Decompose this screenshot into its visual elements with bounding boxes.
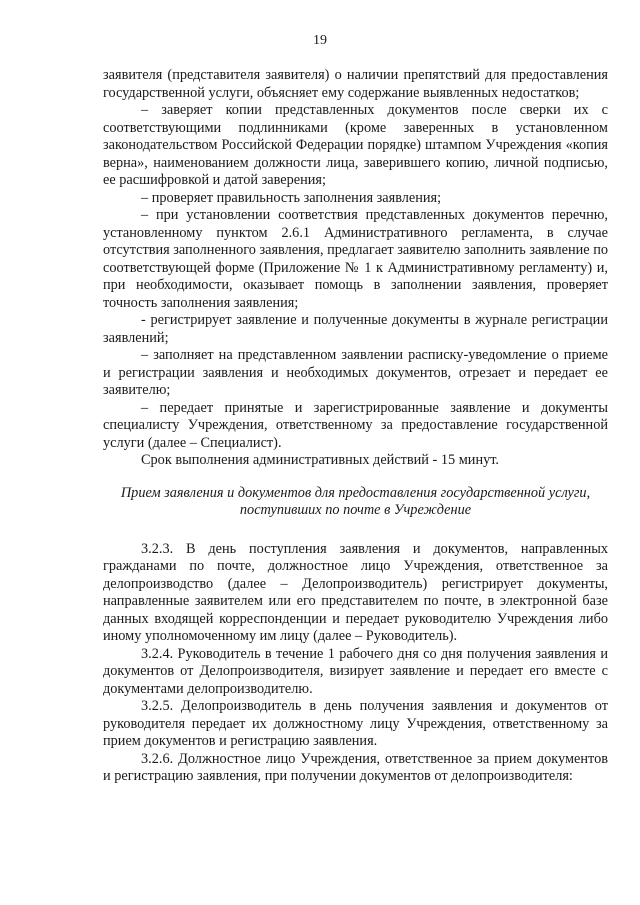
- section-3-2-3: 3.2.3. В день поступления заявления и документов, направленных гражданами по почте, должностное лицо Учреждения, ответственное за делопроизводство (далее – Делопроизводитель) регистрирует документы, направленные заявителем или его представителем по почте, в электронной базе данных входящей корреспонденции и передает руководителю Учреждения либо иному уполномоченному им лицу (далее – Руководитель).: [103, 540, 608, 644]
- page-number: 19: [313, 33, 327, 48]
- paragraph-receipt-notice: – заполняет на представленном заявлении расписку-уведомление о приеме и регистрации заявления и необходимых документов, отрезает и передает ее заявителю;: [103, 347, 608, 398]
- section-3-2-4: 3.2.4. Руководитель в течение 1 рабочего дня со дня получения заявления и документов от Делопроизводителя, визирует заявление и передает его вместе с документами делопроизводителю.: [103, 645, 608, 697]
- paragraph-continuation: заявителя (представителя заявителя) о наличии препятствий для предоставления государственной услуги, объясняет ему содержание выявленных недостатков;: [103, 67, 608, 101]
- paragraph-check-filling: – проверяет правильность заполнения заявления;: [141, 189, 442, 206]
- section-3-2-5: 3.2.5. Делопроизводитель в день получения заявления и документов от руководителя передает их должностному лицу Учреждения, ответственному за прием документов и регистрацию заявления.: [103, 698, 608, 749]
- paragraph-check-compliance: – при установлении соответствия представленных документов перечню, установленному пунктом 2.6.1 Административного регламента, в случае отсутствия заполненного заявления, предлагает заявителю заполнить заявление по соответствующей форме (Приложение № 1 к Административному регламенту) и, при необходимости, оказывает помощь в заполнении заявления, проверяет точность заполнения заявления;: [103, 207, 608, 311]
- paragraph-register: - регистрирует заявление и полученные документы в журнале регистрации заявлений;: [103, 312, 608, 346]
- paragraph-deadline: Срок выполнения административных действий - 15 минут.: [141, 452, 499, 468]
- paragraph-transfer: – передает принятые и зарегистрированные заявление и документы специалисту Учреждения, ответственному за предоставление государственной услуги (далее – Специалист).: [103, 399, 608, 451]
- section-heading: Прием заявления и документов для предоставления государственной услуги, поступивших по почте в Учреждение: [120, 484, 591, 518]
- paragraph-certify-copies: – заверяет копии представленных документов после сверки их с соответствующими подлинниками (кроме заверенных в установленном законодательством Российской Федерации порядке) штампом Учреждения «копия верна», наименованием должности лица, заверившего копию, личной подписью, ее расшифровкой и датой заверения;: [103, 102, 608, 188]
- document-body: [103, 67, 608, 786]
- section-3-2-6: 3.2.6. Должностное лицо Учреждения, ответственное за прием документов и регистрацию заявления, при получении документов от делопроизводителя:: [103, 750, 608, 784]
